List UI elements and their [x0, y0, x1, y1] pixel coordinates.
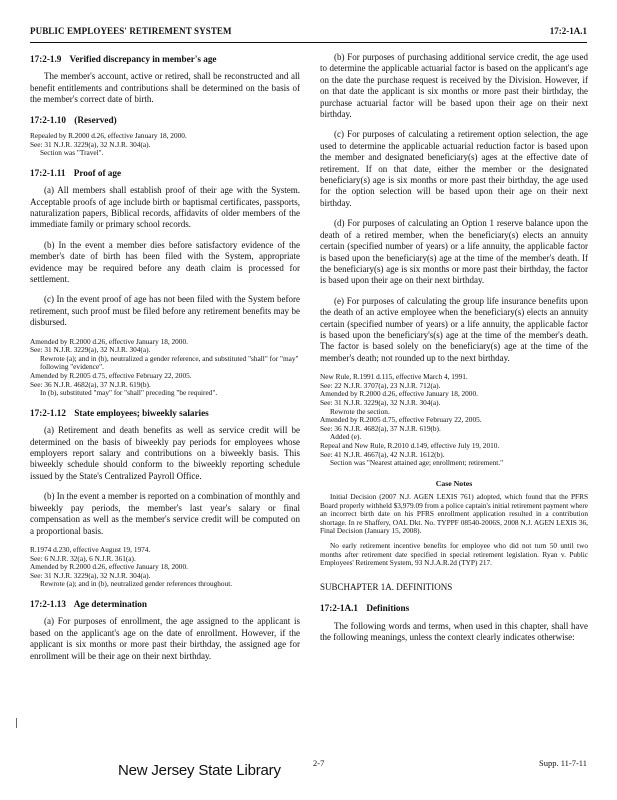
history-line: See: 6 N.J.R. 32(a), 6 N.J.R. 361(a).: [30, 553, 136, 563]
history-line: Added (e).: [330, 432, 362, 442]
section-number: 17:2-1.10: [30, 114, 66, 125]
history-line: Section was "Nearest attained age; enrollment; retirement.": [330, 458, 504, 468]
section-title: State employees; biweekly salaries: [74, 407, 209, 418]
section-heading-1-11: [30, 168, 300, 179]
history-line: In (b), substituted "may" for "shall" preceding "be required".: [40, 388, 218, 398]
paragraph: (d) For purposes of calculating an Option 1 reserve balance upon the death of a retired member, when the beneficiary(s) elects an annuity certain (specified number of years) or a life annuity, the applicable factor is based upon the beneficiary(s) age at the time of the member's death. If the beneficiary(s) age is six months or more past their birthday, the factor is based upon their age on their next birthday.: [320, 218, 588, 286]
history-line: See: 36 N.J.R. 4682(a), 37 N.J.R. 619(b).: [320, 423, 441, 433]
paragraph: (b) In the event a member dies before satisfactory evidence of the member's date of birth has been filed with the System, appropriate evidence may be required before any death claim is processed for settlement.: [30, 239, 300, 285]
history-line: Amended by R.2000 d.26, effective January 18, 2000.: [30, 562, 188, 572]
paragraph: (b) In the event a member is reported on a combination of monthly and biweekly pay periods, the member's last year's salary or final compensation as well as the member's service credit will be computed on a proportional basis.: [30, 491, 300, 536]
history-line: See: 31 N.J.R. 3229(a), 32 N.J.R. 304(a).: [30, 570, 151, 580]
paragraph: (a) All members shall establish proof of their age with the System. Acceptable proofs of age include birth or baptismal certificates, passports, naturalization papers, Biblical records, affidavits of older members of the immediate family or primary school records.: [30, 185, 300, 230]
paragraph: (c) For purposes of calculating a retirement option selection, the age used to determine the applicable actuarial reduction factor is based upon the member and designated beneficiary(s) ages at the effective date of retirement. If on that date, either the member or the designated beneficiary(s) age is six months or more past their birthday, the age used for the option selection will be based upon their age on their next birthday.: [320, 129, 588, 208]
history-line: Amended by R.2000 d.26, effective January 18, 2000.: [320, 389, 478, 399]
history-line: See: 41 N.J.R. 4667(a), 42 N.J.R. 1612(b).: [320, 449, 445, 459]
section-heading-1-12: [30, 408, 300, 419]
history-line: Amended by R.2005 d.75, effective February 22, 2005.: [320, 415, 482, 425]
section-number: 17:2-1A.1: [320, 603, 359, 614]
case-note: No early retirement incentive benefits for employee who did not turn 50 until two months after retirement date specified in special retirement legislation. Ryan v. Public Employees' Retirement System, 93 N.J.A.R.2d (TYP) 217.: [320, 541, 588, 568]
paragraph: (c) In the event proof of age has not been filed with the System before retirement, such proof must be filed before any retirement benefits may be disbursed.: [30, 294, 300, 328]
history-line: See: 31 N.J.R. 3229(a), 32 N.J.R. 304(a).: [320, 397, 441, 407]
library-stamp: New Jersey State Library: [118, 762, 281, 779]
history-line: Section was "Travel".: [40, 148, 104, 158]
section-heading-1-9: [30, 54, 300, 65]
case-notes-heading: Case Notes: [435, 478, 473, 488]
section-title: Age determination: [73, 598, 148, 609]
history-line: Repealed by R.2000 d.26, effective January 18, 2000.: [30, 131, 187, 141]
history-line: Rewrote (a); and in (b), neutralized a gender reference, and substituted "shall" for "may" following "evidence".: [40, 353, 299, 372]
section-number: 17:2-1.12: [30, 407, 66, 418]
history-line: See: 36 N.J.R. 4682(a), 37 N.J.R. 619(b).: [30, 379, 151, 389]
paragraph: (a) For purposes of enrollment, the age assigned to the applicant is based on the applicant's age on the date of enrollment. However, if the applicant is six months or more past their birthday, the assigned age for enrollment will be their age on their next birthday.: [30, 616, 300, 661]
header-section-number: 17:2-1A.1: [549, 26, 587, 36]
paragraph: The following words and terms, when used in this chapter, shall have the following meanings, unless the context clearly indicates otherwise:: [320, 620, 588, 643]
supplement-date: Supp. 11-7-11: [538, 758, 587, 768]
margin-mark: [16, 718, 17, 728]
running-header: [30, 24, 587, 40]
history-line: See: 22 N.J.R. 3707(a), 23 N.J.R. 712(a).: [320, 380, 441, 390]
history-line: See: 31 N.J.R. 3229(a), 32 N.J.R. 304(a).: [30, 345, 151, 355]
header-rule: [30, 42, 587, 43]
history-line: Amended by R.2000 d.26, effective January 18, 2000.: [30, 336, 188, 346]
section-title: Proof of age: [73, 167, 122, 178]
section-number: 17:2-1.11: [30, 167, 66, 178]
section-number: 17:2-1.13: [30, 598, 66, 609]
section-title: (Reserved): [74, 114, 117, 125]
history-note: [320, 373, 588, 468]
section-heading-1a-1: [320, 603, 588, 614]
section-title: Verified discrepancy in member's age: [69, 54, 217, 64]
paragraph: (b) For purposes of purchasing additional service credit, the age used to determine the applicable actuarial factor is based on the applicant's age on the date the purchase request is received by the Division. However, if on that date the applicant is six months or more past their birthday, the purchase actuarial factor will be based upon their age on their next birthday.: [320, 52, 588, 120]
paragraph: (e) For purposes of calculating the group life insurance benefits upon the death of an active employee when the beneficiary(s) elects an annuity certain (specified number of years) or a life annuity, the applicable factor is based upon the beneficiary's(s) age at the time of the member's death. The factor is based solely on the beneficiary(s) age at the time of the member's death; not rounded up to the next birthday.: [320, 295, 588, 363]
section-title: Definitions: [366, 603, 410, 614]
subchapter-heading: SUBCHAPTER 1A. DEFINITIONS: [320, 581, 453, 592]
section-number: 17:2-1.9: [30, 54, 62, 64]
history-line: Repeal and New Rule, R.2010 d.149, effective July 19, 2010.: [320, 440, 500, 450]
history-note: [30, 338, 300, 398]
section-heading-1-10: [30, 115, 300, 126]
history-line: R.1974 d.230, effective August 19, 1974.: [30, 544, 151, 554]
history-line: See: 31 N.J.R. 3229(a), 32 N.J.R. 304(a).: [30, 139, 151, 149]
paragraph: The member's account, active or retired, shall be reconstructed and all benefit entitlements and contributions shall be determined on the basis of the member's correct date of birth.: [30, 71, 300, 105]
history-line: New Rule, R.1991 d.115, effective March 4, 1991.: [320, 372, 468, 382]
history-line: Amended by R.2005 d.75, effective February 22, 2005.: [30, 371, 192, 381]
header-title: PUBLIC EMPLOYEES' RETIREMENT SYSTEM: [30, 26, 232, 36]
left-column: [30, 52, 300, 671]
right-column: [320, 52, 588, 652]
paragraph: (a) Retirement and death benefits as well as service credit will be determined on the basis of biweekly pay periods for employees whose employers report salary and contributions on a biweekly basis. This biweekly schedule should conform to the biweekly reporting schedule issued by the State's Centralized Payroll Office.: [30, 425, 300, 481]
page-number: 2-7: [313, 758, 325, 768]
history-note: [30, 132, 300, 158]
history-note: [30, 546, 300, 589]
page-footer: [30, 756, 587, 786]
history-line: Rewrote (a); and in (b), neutralized gender references throughout.: [40, 579, 233, 589]
section-heading-1-13: [30, 599, 300, 610]
history-line: Rewrote the section.: [330, 406, 390, 416]
case-note: Initial Decision (2007 N.J. AGEN LEXIS 761) adopted, which found that the PFRS Board properly withheld $3,979.09 from a police captain's initial retirement payment where an incorrect birth date on his PFRS enrollment application resulted in a contribution shortage. In re Shaffery, OAL Dkt. No. TYPPF 08540-2006S, 2008 N.J. AGEN LEXIS 36, Final Decision (January 15, 2008).: [320, 492, 588, 536]
